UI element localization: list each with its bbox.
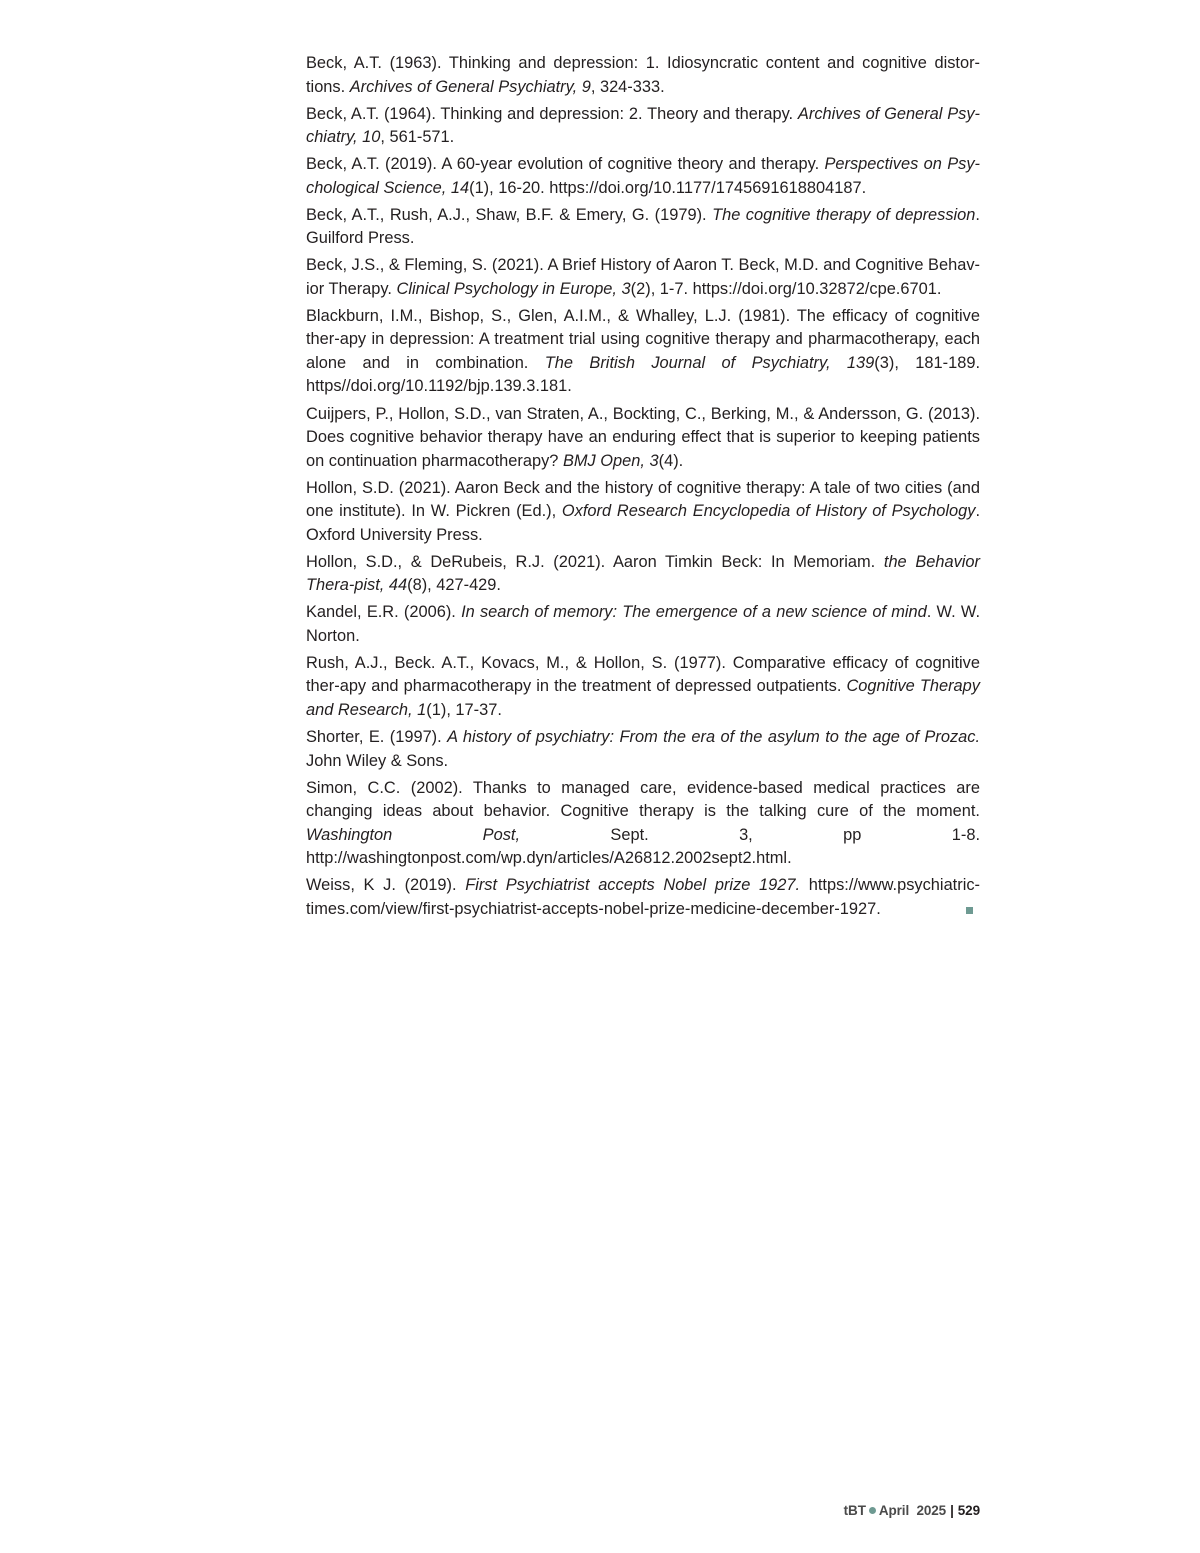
- reference-source-italic: First Psychiatrist accepts Nobel prize 1927.: [465, 876, 801, 895]
- reference-source-italic: The cognitive therapy of depression: [712, 205, 976, 224]
- reference-source-italic: Archives of General Psy-chiatry, 10: [306, 104, 980, 147]
- issue-year: 2025: [916, 1503, 947, 1518]
- reference-source-italic: Oxford Research Encyclopedia of History of Psychology: [561, 502, 976, 521]
- reference-list: [306, 52, 980, 925]
- reference-text: Sept. 3, pp 1-8. http://washingtonpost.com/wp.dyn/articles/A26812.2002sept2.html.: [306, 825, 980, 868]
- reference-entry: [306, 153, 980, 200]
- reference-text: Beck, A.T. (1964). Thinking and depression: 2. Theory and therapy.: [306, 104, 798, 123]
- reference-entry: [306, 204, 980, 251]
- reference-entry: [306, 726, 980, 773]
- reference-text: (4).: [658, 451, 684, 470]
- reference-text: Shorter, E. (1997).: [306, 728, 448, 747]
- end-of-article-square-icon: [966, 907, 973, 914]
- reference-text: John Wiley & Sons.: [306, 751, 449, 770]
- reference-source-italic: Washington Post,: [306, 825, 521, 844]
- reference-text: (2), 1-7. https://doi.org/10.32872/cpe.6701.: [630, 279, 942, 298]
- reference-text: https://www.psychiatric-times.com/view/first-psychiatrist-accepts-nobel-prize-medicine-december-1927.: [306, 876, 980, 918]
- issue-month: April: [878, 1503, 910, 1518]
- reference-source-italic: A history of psychiatry: From the era of the asylum to the age of Prozac.: [447, 728, 981, 747]
- reference-entry: [306, 52, 980, 99]
- reference-source-italic: In search of memory: The emergence of a new science of mind: [461, 603, 927, 622]
- reference-text: Beck, A.T. (2019). A 60-year evolution of cognitive theory and therapy.: [306, 155, 825, 174]
- reference-source-italic: Clinical Psychology in Europe, 3: [396, 279, 631, 298]
- reference-text: Simon, C.C. (2002). Thanks to managed care, evidence-based medical practices are changing ideas about behavior. Cognitive therapy is the talking cure of the moment.: [306, 778, 980, 821]
- reference-entry: [306, 103, 980, 150]
- reference-source-italic: the Behavior Thera-pist, 44: [306, 552, 981, 595]
- page-number: 529: [957, 1503, 980, 1518]
- reference-entry: [306, 254, 980, 301]
- reference-entry: [306, 477, 980, 548]
- reference-text: Blackburn, I.M., Bishop, S., Glen, A.I.M., & Whalley, L.J. (1981). The efficacy of cognitive ther-apy in depression: A treatment trial using cognitive therapy and pharmacotherapy, each alone and in combination.: [306, 306, 980, 372]
- reference-source-italic: Archives of General Psychiatry, 9: [349, 77, 591, 96]
- reference-entry: [306, 403, 980, 474]
- reference-text: (1), 16-20. https://doi.org/10.1177/1745691618804187.: [469, 178, 867, 197]
- reference-text: (8), 427-429.: [407, 576, 501, 595]
- reference-text: Beck, A.T., Rush, A.J., Shaw, B.F. & Emery, G. (1979).: [306, 205, 713, 224]
- reference-text: Beck, A.T. (1963). Thinking and depression: 1. Idiosyncratic content and cognitive distor-tions.: [306, 54, 980, 96]
- reference-text: Cuijpers, P., Hollon, S.D., van Straten, A., Bockting, C., Berking, M., & Andersson, G. (2013). Does cognitive behavior therapy have an enduring effect that is superior to keeping patients on continuation pharmacotherapy?: [306, 404, 980, 470]
- reference-text: Kandel, E.R. (2006).: [306, 603, 462, 622]
- reference-text: . W. W. Norton.: [306, 603, 980, 645]
- reference-entry: [306, 601, 980, 648]
- reference-source-italic: Perspectives on Psy-chological Science, 14: [306, 155, 980, 197]
- footer-separator: |: [950, 1503, 954, 1518]
- reference-source-italic: BMJ Open, 3: [562, 451, 659, 470]
- reference-text: (3), 181-189. https//doi.org/10.1192/bjp.139.3.181.: [306, 353, 980, 396]
- reference-text: . Oxford University Press.: [306, 502, 980, 544]
- reference-entry: [306, 777, 980, 871]
- reference-entry: [306, 652, 980, 723]
- reference-text: Hollon, S.D., & DeRubeis, R.J. (2021). Aaron Timkin Beck: In Memoriam.: [306, 552, 884, 571]
- bullet-dot-icon: [869, 1507, 876, 1514]
- reference-source-italic: The British Journal of Psychiatry, 139: [544, 353, 875, 372]
- reference-text: , 561-571.: [380, 128, 455, 147]
- reference-text: . Guilford Press.: [306, 205, 980, 248]
- journal-name: tBT: [843, 1503, 866, 1518]
- reference-text: Rush, A.J., Beck. A.T., Kovacs, M., & Hollon, S. (1977). Comparative efficacy of cognitive ther-apy and pharmacotherapy in the treatment of depressed outpatients.: [306, 653, 980, 696]
- reference-text: Beck, J.S., & Fleming, S. (2021). A Brief History of Aaron T. Beck, M.D. and Cognitive Behav-ior Therapy.: [306, 256, 980, 298]
- reference-entry: [306, 305, 980, 399]
- reference-text: , 324-333.: [590, 77, 665, 96]
- reference-text: Weiss, K J. (2019).: [306, 876, 466, 895]
- reference-text: Hollon, S.D. (2021). Aaron Beck and the history of cognitive therapy: A tale of two cities (and one institute). In W. Pickren (Ed.),: [306, 478, 980, 521]
- reference-entry: [306, 874, 980, 921]
- reference-entry: [306, 551, 980, 598]
- reference-text: (1), 17-37.: [426, 700, 502, 719]
- reference-source-italic: Cognitive Therapy and Research, 1: [306, 677, 980, 719]
- page-footer: [844, 1503, 980, 1518]
